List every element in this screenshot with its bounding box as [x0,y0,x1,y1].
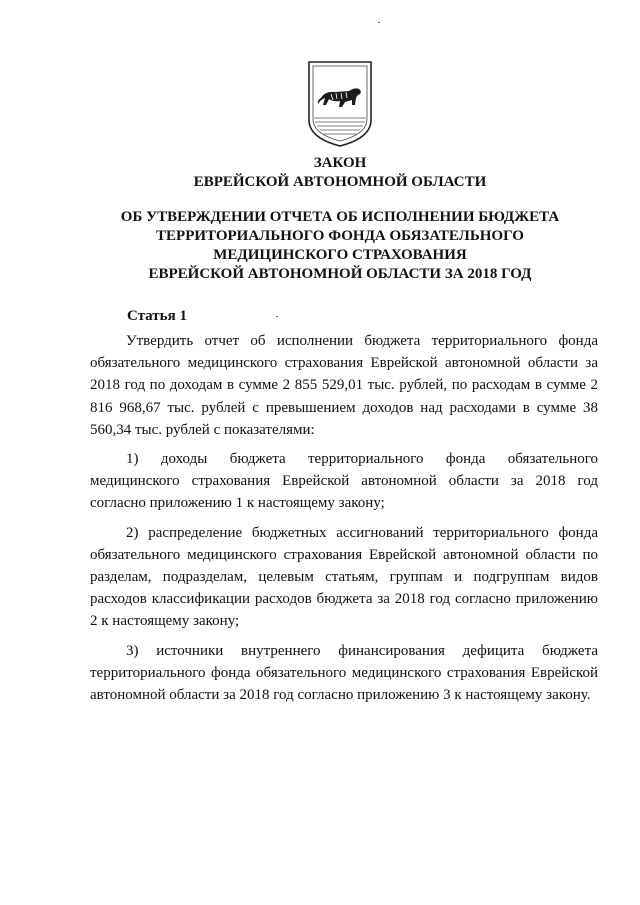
article-body [90,330,598,706]
article-intro-paragraph: Утвердить отчет об исполнении бюджета территориального фонда обязательного медицинского страхования Еврейской автономной области за 2018 год по доходам в сумме 2 855 529,01 тыс. рублей, по расходам в сумме 2 816 968,67 тыс. рублей с превышением доходов над расходами в сумме 38 560,34 тыс. рублей с показателями: [90,333,598,438]
subject-line: МЕДИЦИНСКОГО СТРАХОВАНИЯ [213,247,467,263]
article-item-2: 2) распределение бюджетных ассигнований территориального фонда обязательного медицинского страхования Еврейской автономной области по разделам, подразделам, целевым статьям, группам и подгруппам видов расходов классификации расходов бюджета за 2018 год согласно приложению 2 к настоящему закону; [90,524,598,630]
subject-line: ТЕРРИТОРИАЛЬНОГО ФОНДА ОБЯЗАТЕЛЬНОГО [156,228,524,244]
article-heading: Статья 1 [127,308,187,324]
law-issuer: ЕВРЕЙСКОЙ АВТОНОМНОЙ ОБЛАСТИ [193,174,487,190]
law-heading [80,154,600,192]
subject-line: ОБ УТВЕРЖДЕНИИ ОТЧЕТА ОБ ИСПОЛНЕНИИ БЮДЖЕТА [120,209,560,225]
article-item-3: 3) источники внутреннего финансирования дефицита бюджета территориального фонда обязательного медицинского страхования Еврейской автономной области за 2018 год согласно приложению 3 к настоящему закону. [90,642,598,704]
law-subject-title [80,208,600,284]
article-item-1: 1) доходы бюджета территориального фонда обязательного медицинского страхования Еврейской автономной области за 2018 год согласно приложению 1 к настоящему закону; [90,451,598,512]
scan-speck [276,316,278,317]
subject-line: ЕВРЕЙСКОЙ АВТОНОМНОЙ ОБЛАСТИ ЗА 2018 ГОД [148,266,532,282]
coat-of-arms-icon [305,58,375,150]
law-type: ЗАКОН [313,155,367,171]
scan-speck [378,22,380,23]
